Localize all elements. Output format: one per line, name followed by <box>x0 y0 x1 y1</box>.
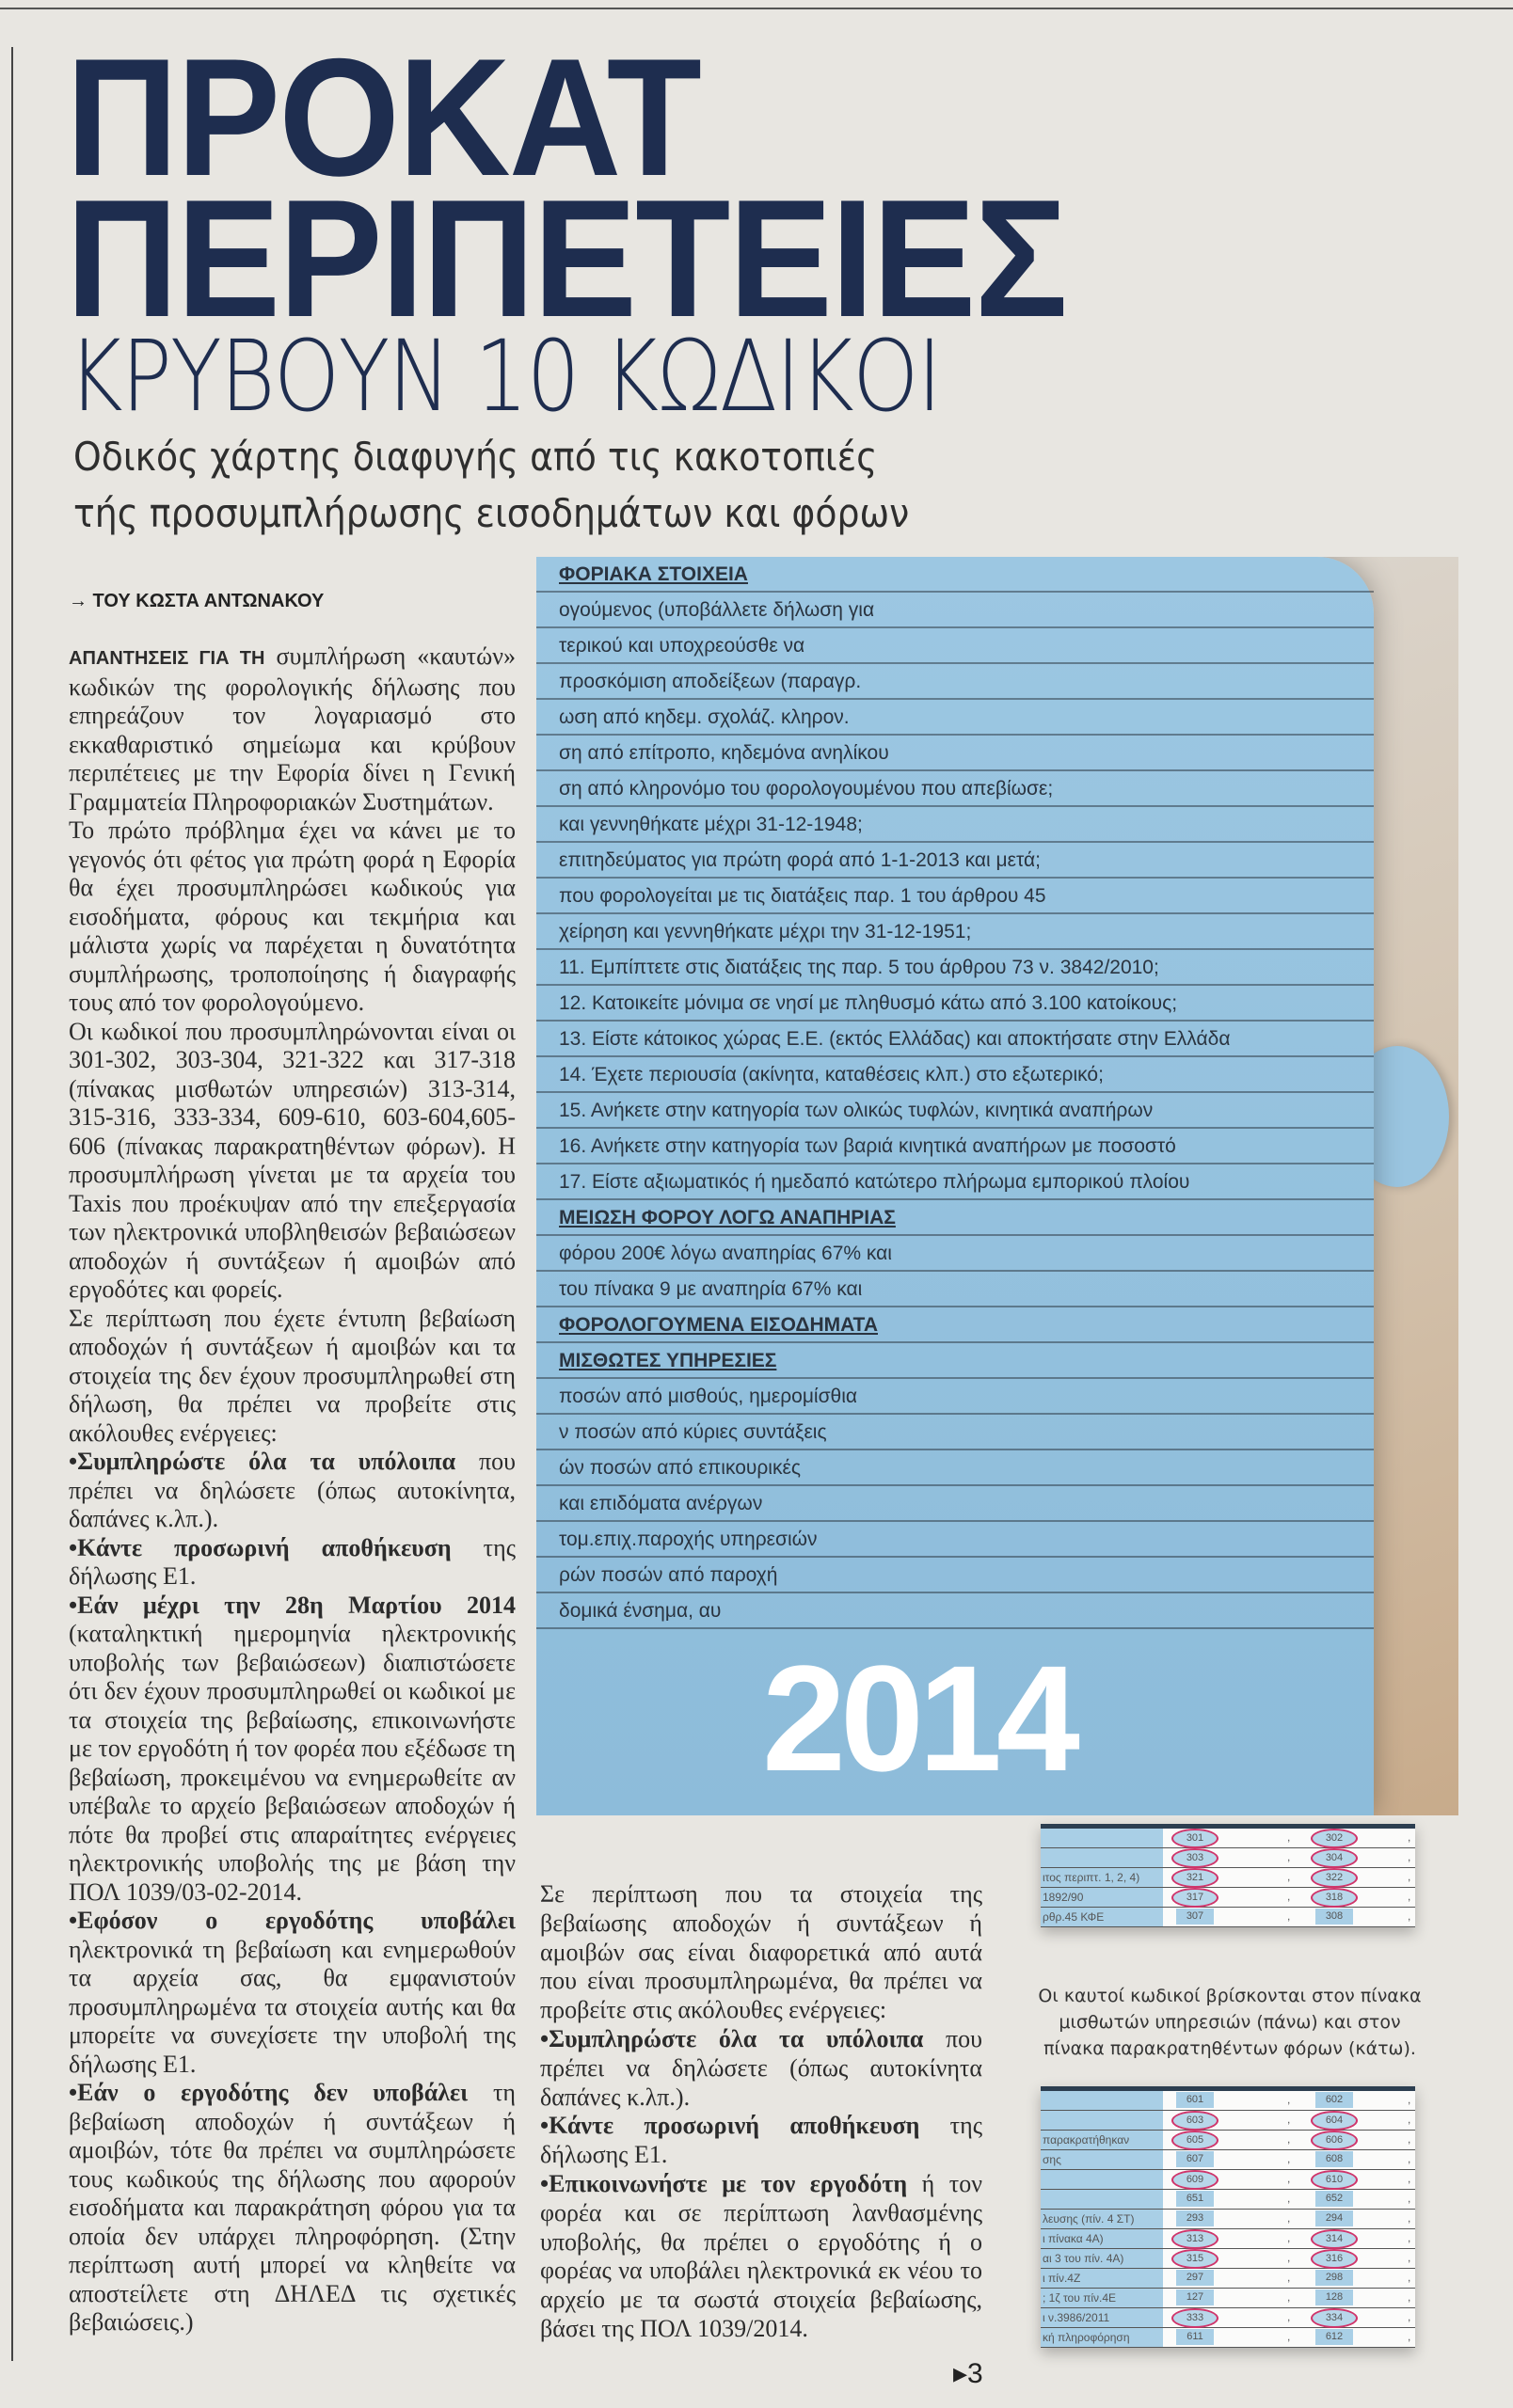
table-row <box>1041 2091 1415 2111</box>
decimal-mark: , <box>1287 2231 1291 2244</box>
decimal-mark: , <box>1287 2192 1291 2205</box>
circled-code: 606 <box>1311 2131 1358 2150</box>
decimal-mark: , <box>1408 2093 1411 2106</box>
byline: → ΤΟΥ ΚΩΣΤΑ ΑΝΤΩΝΑΚΟΥ <box>69 591 325 611</box>
table-row <box>1041 1888 1415 1908</box>
circled-code: 303 <box>1171 1848 1218 1868</box>
code: 608 <box>1315 2151 1353 2167</box>
decimal-mark: , <box>1408 1870 1411 1883</box>
decimal-mark: , <box>1287 2152 1291 2165</box>
bullet-text: ή τον φορέα και σε περίπτωση λανθασμένης υποβολής, θα πρέπει ο εργοδότης ή ο φορέας να υποβάλει ηλεκτρονικά εκ νέου το αρχείο με τα σωστά στοιχεία βεβαίωσης, βάσει της ΠΟΛ 1039/2014. <box>540 2169 982 2342</box>
bullet-text: που πρέπει να δηλώσετε (όπως αυτοκίνητα δαπάνες κ.λπ.). <box>540 2024 982 2111</box>
bullet-text: τη βεβαίωση αποδοχών ή συντάξεων ή αμοιβών, τότε θα πρέπει να συμπληρώσετε τους κωδικούς της δήλωσης που αφορούν εισοδήματα και παρακράτηση φόρου για τα οποία δεν υπάρχει πληροφόρηση. (Στην περίπτωση αυτή μπορεί να κληθείτε να αποστείλετε στη ΔΗΛΕΔ τις σχετικές βεβαιώσεις.) <box>69 2079 517 2336</box>
decimal-mark: , <box>1287 2172 1291 2185</box>
table-row <box>1041 2150 1415 2170</box>
figure-caption: Οι καυτοί κωδικοί βρίσκονται στον πίνακα μισθωτών υπηρεσιών (πάνω) και στον πίνακα παρακρατηθέντων φόρων (κάτω). <box>1038 1986 1422 2059</box>
bullet-item <box>69 1448 516 1534</box>
decimal-mark: , <box>1287 1850 1291 1863</box>
table-row <box>1041 1868 1415 1888</box>
form-line: ρών ποσών από παροχή <box>536 1558 1374 1593</box>
table-row <box>1041 2131 1415 2150</box>
form-line: και επιδόματα ανέργων <box>536 1486 1374 1522</box>
top-rule <box>0 8 1513 9</box>
decimal-mark: , <box>1408 2271 1411 2284</box>
bullet-bold: •Επικοινωνήστε με τον εργοδότη <box>540 2169 908 2197</box>
paragraph-text: συμπλήρωση «καυτών» κωδικών της φορολογικής δήλωσης που επηρεάζουν τον λογαριασμό στο εκκαθαριστικό σημείωμα και κρύβουν περιπέτειες με την Εφορία δίνει η Γενική Γραμματεία Πληροφοριακών Συστημάτων. <box>69 642 516 816</box>
row-label: παρακρατήθηκαν <box>1041 2131 1163 2149</box>
decimal-mark: , <box>1287 2330 1291 2343</box>
table-row <box>1041 2269 1415 2289</box>
row-label: κή πληροφόρηση <box>1041 2328 1163 2347</box>
bullet-text: ηλεκτρονικά τη βεβαίωση και ενημερωθούν τα αρχεία σας, θα εμφανιστούν προσυμπληρωμένα τα στοιχεία αυτής και θα μπορείτε να συνεχίσετε την υποβολή της δήλωσης Ε1. <box>69 1935 516 2078</box>
decimal-mark: , <box>1408 2172 1411 2185</box>
bullet-item <box>69 2079 516 2337</box>
code: 297 <box>1176 2270 1214 2286</box>
decimal-mark: , <box>1287 2132 1291 2146</box>
form-line: ών ποσών από επικουρικές <box>536 1450 1374 1486</box>
decimal-mark: , <box>1287 2093 1291 2106</box>
lead-in: ΑΠΑΝΤΗΣΕΙΣ ΓΙΑ ΤΗ <box>69 648 265 669</box>
code: 652 <box>1315 2191 1353 2207</box>
table-row <box>1041 2249 1415 2269</box>
circled-code: 321 <box>1171 1868 1218 1888</box>
paragraph <box>69 642 516 816</box>
code: 602 <box>1315 2092 1353 2108</box>
form-line: του πίνακα 9 με αναπηρία 67% και <box>536 1272 1374 1307</box>
code: 307 <box>1176 1909 1214 1925</box>
circled-code: 313 <box>1171 2229 1218 2249</box>
circled-code: 315 <box>1171 2249 1218 2269</box>
code: 612 <box>1315 2329 1353 2345</box>
row-label <box>1041 2111 1163 2130</box>
bullet-item <box>540 2112 982 2170</box>
row-label: ι πίν.4Ζ <box>1041 2269 1163 2288</box>
headline-line-3: ΚΡΥΒΟΥΝ 10 ΚΩΔΙΚΟΙ <box>68 319 941 434</box>
bullet-bold: •Κάντε προσωρινή αποθήκευση <box>69 1533 452 1561</box>
paragraph: Σε περίπτωση που τα στοιχεία της βεβαίωσης αποδοχών ή συντάξεων ή αμοιβών σας είναι διαφορετικά από αυτά που είναι προσυμπληρωμένα, θα πρέπει να προβείτε στις ακόλουθες ενέργειες: <box>540 1880 982 2024</box>
decimal-mark: , <box>1287 2251 1291 2264</box>
circled-code: 605 <box>1171 2131 1218 2150</box>
decimal-mark: , <box>1408 1890 1411 1903</box>
decimal-mark: , <box>1287 1830 1291 1844</box>
row-label: 1892/90 <box>1041 1888 1163 1907</box>
bullet-text: της δήλωσης Ε1. <box>69 1533 516 1590</box>
bullet-bold: •Συμπληρώστε όλα τα υπόλοιπα <box>69 1448 456 1475</box>
circled-code: 610 <box>1311 2170 1358 2190</box>
subtitle-line-1: Οδικός χάρτης διαφυγής από τις κακοτοπιές <box>73 434 878 480</box>
bullet-text: που πρέπει να δηλώσετε (όπως αυτοκίνητα, δαπάνες κ.λπ.). <box>69 1448 516 1532</box>
form-line: που φορολογείται με τις διατάξεις παρ. 1 του άρθρου 45 <box>536 879 1374 914</box>
bullet-item <box>540 2170 982 2344</box>
form-line: ση από επίτροπο, κηδεμόνα ανηλίκου <box>536 736 1374 771</box>
form-line: ογούμενος (υποβάλλετε δήλωση για <box>536 593 1374 628</box>
circled-code: 603 <box>1171 2111 1218 2131</box>
code: 294 <box>1315 2210 1353 2226</box>
table-row <box>1041 1829 1415 1848</box>
decimal-mark: , <box>1408 1850 1411 1863</box>
circled-code: 317 <box>1171 1888 1218 1908</box>
row-label: ρθρ.45 ΚΦΕ <box>1041 1908 1163 1926</box>
decimal-mark: , <box>1287 1909 1291 1923</box>
form-line: και γεννηθήκατε μέχρι 31-12-1948; <box>536 807 1374 843</box>
row-label <box>1041 2170 1163 2189</box>
form-line: προσκόμιση αποδείξεων (παραγρ. <box>536 664 1374 700</box>
decimal-mark: , <box>1287 2211 1291 2225</box>
table-row <box>1041 2190 1415 2210</box>
code: 651 <box>1176 2191 1214 2207</box>
row-label <box>1041 1848 1163 1867</box>
bullet-bold: •Εάν μέχρι την 28η Μαρτίου 2014 <box>69 1591 516 1619</box>
code: 601 <box>1176 2092 1214 2108</box>
circled-code: 334 <box>1311 2308 1358 2328</box>
salary-codes-table <box>1041 1824 1415 1927</box>
row-label <box>1041 1829 1163 1847</box>
form-line: 14. Έχετε περιουσία (ακίνητα, καταθέσεις κλπ.) στο εξωτερικό; <box>536 1057 1374 1093</box>
form-line: ν ποσών από κύριες συντάξεις <box>536 1415 1374 1450</box>
form-line: επιτηδεύματος για πρώτη φορά από 1-1-2013 και μετά; <box>536 843 1374 879</box>
decimal-mark: , <box>1408 2152 1411 2165</box>
bullet-item <box>69 1534 516 1592</box>
form-line: 12. Κατοικείτε μόνιμα σε νησί με πληθυσμό κάτω από 3.100 κατοίκους; <box>536 986 1374 1022</box>
row-label <box>1041 2190 1163 2209</box>
circled-code: 316 <box>1311 2249 1358 2269</box>
circled-code: 609 <box>1171 2170 1218 2190</box>
row-label: λευσης (πίν. 4 ΣΤ) <box>1041 2210 1163 2228</box>
table-row <box>1041 2308 1415 2328</box>
table-row <box>1041 2328 1415 2348</box>
paragraph: Το πρώτο πρόβλημα έχει να κάνει με το γεγονός ότι φέτος για πρώτη φορά η Εφορία θα έχει προσυμπληρώσει κωδικούς για εισοδήματα, φόρους και τεκμήρια και μάλιστα χωρίς να παρέχεται η δυνατότητα συμπλήρωσης, τροποποίησης ή διαγραφής τους από τον φορολογούμενο. <box>69 816 516 1016</box>
code: 611 <box>1176 2329 1214 2345</box>
decimal-mark: , <box>1408 1909 1411 1923</box>
decimal-mark: , <box>1408 2231 1411 2244</box>
decimal-mark: , <box>1287 2290 1291 2304</box>
form-line: ΜΕΙΩΣΗ ΦΟΡΟΥ ΛΟΓΩ ΑΝΑΠΗΡΙΑΣ <box>536 1200 1374 1236</box>
decimal-mark: , <box>1408 2310 1411 2323</box>
form-line: 16. Ανήκετε στην κατηγορία των βαριά κινητικά αναπήρων με ποσοστό <box>536 1129 1374 1164</box>
form-line: χείρηση και γεννηθήκατε μέχρι την 31-12-1951; <box>536 914 1374 950</box>
code: 128 <box>1315 2289 1353 2305</box>
decimal-mark: , <box>1408 2330 1411 2343</box>
form-line: 13. Είστε κάτοικος χώρας Ε.Ε. (εκτός Ελλάδας) και αποκτήσατε στην Ελλάδα <box>536 1022 1374 1057</box>
headline-line-2: ΠΕΡΙΠΕΤΕΙΕΣ <box>66 165 1067 352</box>
form-line: τομ.επιχ.παροχής υπηρεσιών <box>536 1522 1374 1558</box>
code: 308 <box>1315 1909 1353 1925</box>
table-row <box>1041 2111 1415 2131</box>
bullet-item <box>69 1592 516 1908</box>
form-line: τερικού και υποχρεούσθε να <box>536 628 1374 664</box>
row-label: ιτος περιπτ. 1, 2, 4) <box>1041 1868 1163 1887</box>
table-row <box>1041 2210 1415 2229</box>
bullet-bold: •Συμπληρώστε όλα τα υπόλοιπα <box>540 2024 924 2052</box>
bullet-text: της δήλωσης Ε1. <box>540 2112 983 2169</box>
code: 293 <box>1176 2210 1214 2226</box>
circled-code: 302 <box>1311 1829 1358 1848</box>
circled-code: 304 <box>1311 1848 1358 1868</box>
form-year-watermark: 2014 <box>762 1634 1075 1802</box>
left-column-rule <box>11 47 13 2361</box>
withheld-tax-codes-table <box>1041 2086 1415 2348</box>
circled-code: 301 <box>1171 1829 1218 1848</box>
row-label: ; 1ζ του πίν.4Ε <box>1041 2289 1163 2307</box>
table-row <box>1041 2229 1415 2249</box>
circled-code: 318 <box>1311 1888 1358 1908</box>
row-label: αι 3 του πίν. 4Α) <box>1041 2249 1163 2268</box>
row-label: ι ν.3986/2011 <box>1041 2308 1163 2327</box>
form-line: ΦΟΡΟΛΟΓΟΥΜΕΝΑ ΕΙΣΟΔΗΜΑΤΑ <box>536 1307 1374 1343</box>
decimal-mark: , <box>1408 2290 1411 2304</box>
form-line: ΦΟΡΙΑΚΑ ΣΤΟΙΧΕΙΑ <box>536 557 1374 593</box>
table-row <box>1041 1908 1415 1927</box>
decimal-mark: , <box>1408 2132 1411 2146</box>
code: 298 <box>1315 2270 1353 2286</box>
decimal-mark: , <box>1287 1890 1291 1903</box>
form-lines <box>536 557 1374 1629</box>
bullet-bold: •Εφόσον ο εργοδότης υποβάλει <box>69 1907 516 1934</box>
form-line: ΜΙΣΘΩΤΕΣ ΥΠΗΡΕΣΙΕΣ <box>536 1343 1374 1379</box>
form-line: ποσών από μισθούς, ημερομίσθια <box>536 1379 1374 1415</box>
decimal-mark: , <box>1287 2113 1291 2126</box>
bullet-text: (καταληκτική ημερομηνία ηλεκτρονικής υποβολής των βεβαιώσεων) διαπιστώσετε ότι δεν έχουν προσυμπληρωθεί οι κωδικοί με τα στοιχεία της βεβαίωσης, επικοινωνήστε με τον εργοδότη ή τον φορέα που εξέδωσε τη βεβαίωση, προκειμένου να ενημερωθείτε αν υπέβαλε το αρχείο βεβαιώσεων αποδοχών ή πότε θα προβεί στις απαραίτητες ενέργειες ηλεκτρονικής υποβολής της με βάση την ΠΟΛ 1039/03-02-2014. <box>69 1620 516 1906</box>
table-row <box>1041 1848 1415 1868</box>
bullet-item <box>540 2025 982 2112</box>
row-label: ι πίνακα 4Α) <box>1041 2229 1163 2248</box>
decimal-mark: , <box>1287 2271 1291 2284</box>
headline-line-1: ΠΡΟΚΑΤ <box>66 24 701 211</box>
paragraph: Οι κωδικοί που προσυμπληρώνονται είναι οι 301-302, 303-304, 321-322 και 317-318 (πίνακας μισθωτών υπηρεσιών) 313-314, 315-316, 333-334, 609-610, 603-604,605-606 (πίνακας παρακρατηθέντων φόρων). Η προσυμπλήρωση γίνεται με τα αρχεία του Taxis που προέκυψαν από την επεξεργασία των ηλεκτρονικά υποβληθεισών βεβαιώσεων αποδοχών ή συντάξεων ή αμοιβών από εργοδότες και φορείς. <box>69 1017 516 1303</box>
subtitle-line-2: τής προσυμπλήρωσης εισοδημάτων και φόρων <box>73 490 910 536</box>
form-line: 11. Εμπίπτετε στις διατάξεις της παρ. 5 του άρθρου 73 ν. 3842/2010; <box>536 950 1374 986</box>
decimal-mark: , <box>1408 2251 1411 2264</box>
bullet-bold: •Εάν ο εργοδότης δεν υποβάλει <box>69 2079 469 2106</box>
circled-code: 604 <box>1311 2111 1358 2131</box>
decimal-mark: , <box>1287 2310 1291 2323</box>
decimal-mark: , <box>1408 1830 1411 1844</box>
code: 127 <box>1176 2289 1214 2305</box>
table-row <box>1041 2289 1415 2308</box>
circled-code: 322 <box>1311 1868 1358 1888</box>
decimal-mark: , <box>1408 2113 1411 2126</box>
circled-code: 314 <box>1311 2229 1358 2249</box>
form-line: 15. Ανήκετε στην κατηγορία των ολικώς τυφλών, κινητικά αναπήρων <box>536 1093 1374 1129</box>
table-row <box>1041 2170 1415 2190</box>
circled-code: 333 <box>1171 2308 1218 2328</box>
bullet-bold: •Κάντε προσωρινή αποθήκευση <box>540 2112 920 2140</box>
continued-page-marker: ▸3 <box>953 2358 983 2389</box>
decimal-mark: , <box>1408 2211 1411 2225</box>
decimal-mark: , <box>1287 1870 1291 1883</box>
form-line: ωση από κηδεμ. σχολάζ. κληρον. <box>536 700 1374 736</box>
tax-form-puzzle-photo <box>536 557 1458 1815</box>
paragraph: Σε περίπτωση που έχετε έντυπη βεβαίωση αποδοχών ή συντάξεων ή αμοιβών και τα στοιχεία της δεν έχουν προσυμπληρωθεί στη δήλωση, θα πρέπει να προβείτε στις ακόλουθες ενέργειες: <box>69 1304 516 1447</box>
subtitle <box>73 429 1090 542</box>
article-column-2 <box>540 1880 982 2344</box>
form-line: 17. Είστε αξιωματικός ή ημεδαπό κατώτερο πλήρωμα εμπορικού πλοίου <box>536 1164 1374 1200</box>
form-line: ση από κληρονόμο του φορολογουμένου που απεβίωσε; <box>536 771 1374 807</box>
bullet-item <box>69 1907 516 2079</box>
form-line: φόρου 200€ λόγω αναπηρίας 67% και <box>536 1236 1374 1272</box>
article-column-1 <box>69 642 516 2337</box>
form-line: δομικά ένσημα, αυ <box>536 1593 1374 1629</box>
tax-form-sheet <box>536 557 1374 1815</box>
decimal-mark: , <box>1408 2192 1411 2205</box>
row-label: σης <box>1041 2150 1163 2169</box>
row-label <box>1041 2091 1163 2110</box>
code: 607 <box>1176 2151 1214 2167</box>
